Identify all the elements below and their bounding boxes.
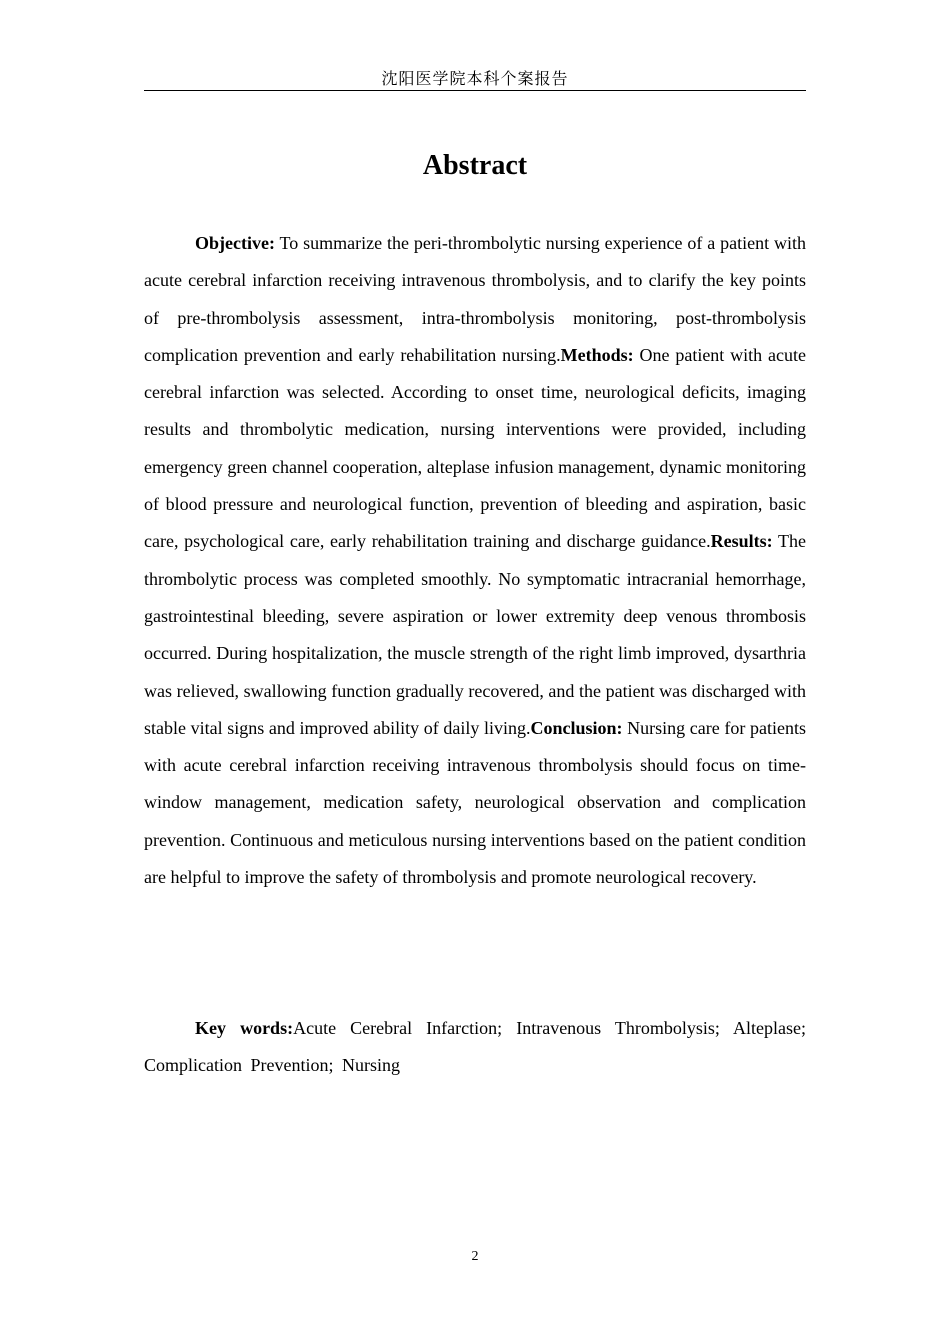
page-header: [144, 68, 806, 91]
conclusion-label: Conclusion:: [530, 717, 623, 738]
abstract-title: Abstract: [422, 150, 528, 181]
abstract-body: [144, 225, 806, 896]
objective-text: To summarize the peri-thrombolytic nursing experience of a patient with acute cerebral infarction receiving intravenous thrombolysis, and to clarify the key points of pre-thrombolysis assessment, intra-thrombolysis monitoring, post-thrombolysis complication prevention and early rehabilitation nursing.: [144, 233, 806, 365]
keywords-label: Key words:: [195, 1018, 294, 1038]
page-number: 2: [471, 1249, 479, 1264]
methods-label: Methods:: [560, 344, 634, 365]
methods-text: One patient with acute cerebral infarction was selected. According to onset time, neurological deficits, imaging results and thrombolytic medication, nursing interventions were provided, including emergency green channel cooperation, alteplase infusion management, dynamic monitoring of blood pressure and neurological function, prevention of bleeding and aspiration, basic care, psychological care, early rehabilitation training and discharge guidance.: [144, 344, 806, 552]
results-text: The thrombolytic process was completed smoothly. No symptomatic intracranial hemorrhage, gastrointestinal bleeding, severe aspiration or lower extremity deep venous thrombosis occurred. During hospitalization, the muscle strength of the right limb improved, dysarthria was relieved, swallowing function gradually recovered, and the patient was discharged with stable vital signs and improved ability of daily living.: [144, 531, 806, 738]
conclusion-text: Nursing care for patients with acute cerebral infarction receiving intravenous thrombolysis should focus on time-window management, medication safety, neurological observation and complication prevention. Continuous and meticulous nursing interventions based on the patient condition are helpful to improve the safety of thrombolysis and promote neurological recovery.: [144, 717, 806, 888]
header-title: 沈阳医学院本科个案报告: [381, 69, 569, 88]
keywords-text: Acute Cerebral Infarction; Intravenous Thrombolysis; Alteplase; Complication Prevention; Nursing: [144, 1018, 806, 1076]
objective-label: Objective:: [195, 233, 275, 253]
results-label: Results:: [710, 531, 773, 552]
keywords-paragraph: [144, 1010, 806, 1085]
